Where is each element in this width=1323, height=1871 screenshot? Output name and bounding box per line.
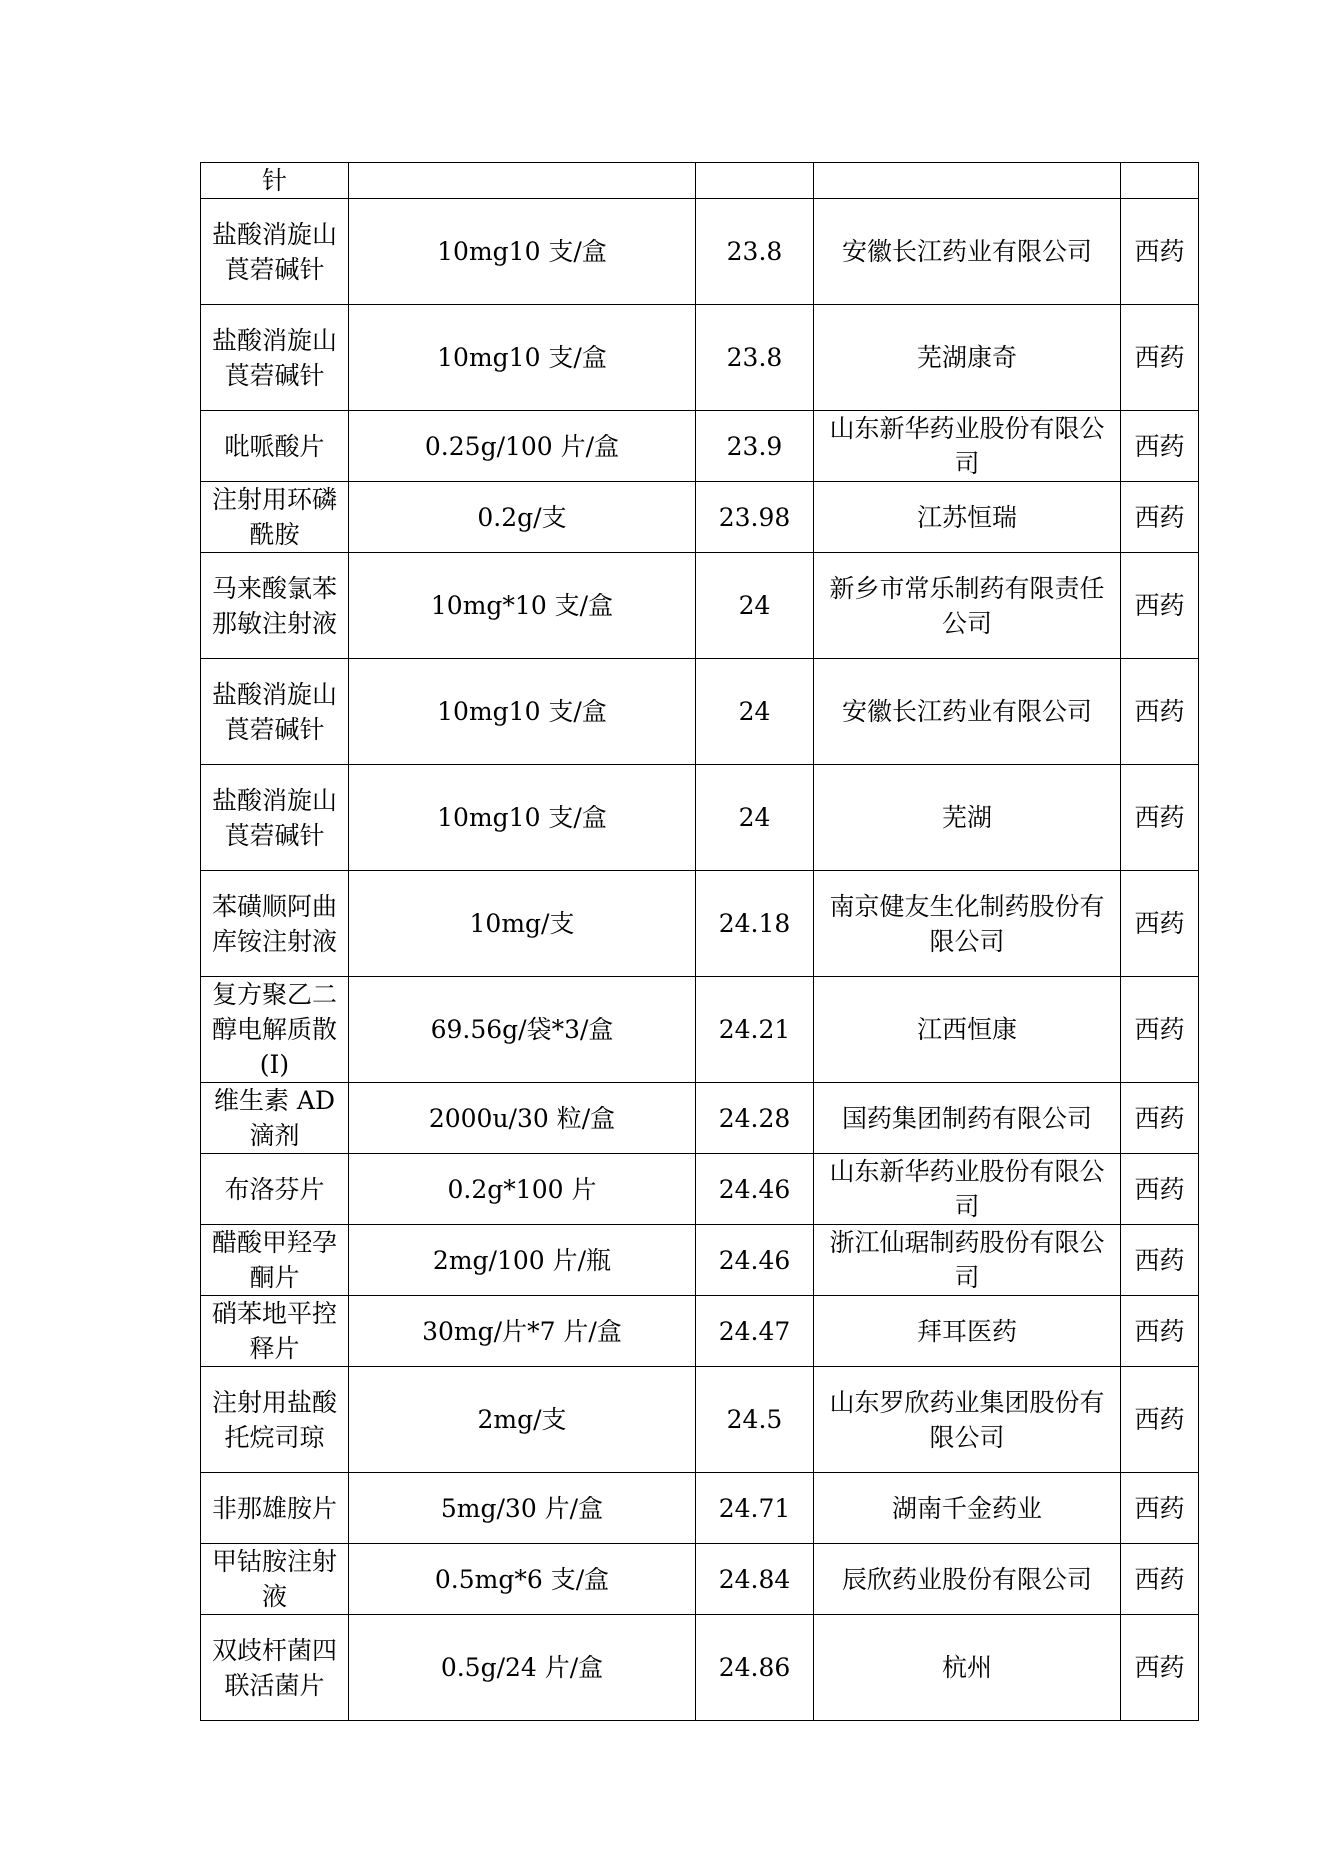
drug-name-cell: 盐酸消旋山莨菪碱针 [201,765,349,871]
spec-cell: 0.5g/24 片/盒 [349,1615,696,1721]
drug-name-cell: 盐酸消旋山莨菪碱针 [201,199,349,305]
spec-cell: 10mg10 支/盒 [349,305,696,411]
drug-name-cell: 复方聚乙二醇电解质散(I) [201,977,349,1083]
manufacturer-cell [814,163,1121,199]
drug-name-cell: 硝苯地平控释片 [201,1296,349,1367]
spec-cell: 10mg10 支/盒 [349,765,696,871]
price-cell: 24 [696,659,814,765]
price-cell: 24.21 [696,977,814,1083]
manufacturer-cell: 芜湖 [814,765,1121,871]
drug-name-cell: 布洛芬片 [201,1154,349,1225]
spec-cell [349,163,696,199]
type-cell: 西药 [1121,411,1199,482]
price-cell: 24.47 [696,1296,814,1367]
price-cell: 24.46 [696,1225,814,1296]
price-cell: 23.9 [696,411,814,482]
table-row [201,871,1199,977]
price-cell: 24.18 [696,871,814,977]
drug-name-cell: 双歧杆菌四联活菌片 [201,1615,349,1721]
type-cell: 西药 [1121,977,1199,1083]
manufacturer-cell: 江西恒康 [814,977,1121,1083]
type-cell: 西药 [1121,1083,1199,1154]
table-row [201,1544,1199,1615]
price-cell: 24.84 [696,1544,814,1615]
table-row [201,1367,1199,1473]
manufacturer-cell: 江苏恒瑞 [814,482,1121,553]
manufacturer-cell: 杭州 [814,1615,1121,1721]
table-row [201,411,1199,482]
table-row [201,1225,1199,1296]
type-cell: 西药 [1121,1154,1199,1225]
table-row [201,305,1199,411]
manufacturer-cell: 芜湖康奇 [814,305,1121,411]
manufacturer-cell: 山东罗欣药业集团股份有限公司 [814,1367,1121,1473]
price-cell: 23.8 [696,199,814,305]
drug-name-cell: 注射用环磷酰胺 [201,482,349,553]
table-row [201,163,1199,199]
table-row [201,659,1199,765]
spec-cell: 2000u/30 粒/盒 [349,1083,696,1154]
type-cell: 西药 [1121,305,1199,411]
spec-cell: 10mg/支 [349,871,696,977]
drug-name-cell: 吡哌酸片 [201,411,349,482]
price-cell: 23.98 [696,482,814,553]
type-cell: 西药 [1121,871,1199,977]
drug-name-cell: 维生素 AD 滴剂 [201,1083,349,1154]
drug-name-cell: 甲钴胺注射液 [201,1544,349,1615]
price-cell: 24.5 [696,1367,814,1473]
type-cell: 西药 [1121,1615,1199,1721]
drug-name-cell: 注射用盐酸托烷司琼 [201,1367,349,1473]
spec-cell: 0.2g/支 [349,482,696,553]
type-cell [1121,163,1199,199]
drug-name-cell: 盐酸消旋山莨菪碱针 [201,659,349,765]
price-cell: 24.71 [696,1473,814,1544]
table-row [201,1083,1199,1154]
type-cell: 西药 [1121,1296,1199,1367]
price-cell: 24.28 [696,1083,814,1154]
type-cell: 西药 [1121,1473,1199,1544]
type-cell: 西药 [1121,1367,1199,1473]
manufacturer-cell: 辰欣药业股份有限公司 [814,1544,1121,1615]
spec-cell: 10mg*10 支/盒 [349,553,696,659]
manufacturer-cell: 国药集团制药有限公司 [814,1083,1121,1154]
table-row [201,553,1199,659]
price-cell [696,163,814,199]
price-cell: 24.86 [696,1615,814,1721]
table-row [201,1154,1199,1225]
manufacturer-cell: 安徽长江药业有限公司 [814,199,1121,305]
table-row [201,1296,1199,1367]
type-cell: 西药 [1121,199,1199,305]
manufacturer-cell: 南京健友生化制药股份有限公司 [814,871,1121,977]
price-cell: 24.46 [696,1154,814,1225]
manufacturer-cell: 浙江仙琚制药股份有限公司 [814,1225,1121,1296]
drug-name-cell: 针 [201,163,349,199]
manufacturer-cell: 安徽长江药业有限公司 [814,659,1121,765]
price-cell: 23.8 [696,305,814,411]
type-cell: 西药 [1121,1544,1199,1615]
type-cell: 西药 [1121,482,1199,553]
table-row [201,1615,1199,1721]
type-cell: 西药 [1121,553,1199,659]
table-row [201,199,1199,305]
spec-cell: 10mg10 支/盒 [349,659,696,765]
drug-name-cell: 马来酸氯苯那敏注射液 [201,553,349,659]
price-cell: 24 [696,553,814,659]
spec-cell: 0.2g*100 片 [349,1154,696,1225]
drug-name-cell: 醋酸甲羟孕酮片 [201,1225,349,1296]
manufacturer-cell: 拜耳医药 [814,1296,1121,1367]
type-cell: 西药 [1121,1225,1199,1296]
spec-cell: 10mg10 支/盒 [349,199,696,305]
price-cell: 24 [696,765,814,871]
spec-cell: 0.5mg*6 支/盒 [349,1544,696,1615]
manufacturer-cell: 山东新华药业股份有限公司 [814,1154,1121,1225]
manufacturer-cell: 湖南千金药业 [814,1473,1121,1544]
spec-cell: 30mg/片*7 片/盒 [349,1296,696,1367]
spec-cell: 5mg/30 片/盒 [349,1473,696,1544]
drug-name-cell: 盐酸消旋山莨菪碱针 [201,305,349,411]
table-row [201,765,1199,871]
spec-cell: 2mg/100 片/瓶 [349,1225,696,1296]
spec-cell: 0.25g/100 片/盒 [349,411,696,482]
spec-cell: 2mg/支 [349,1367,696,1473]
spec-cell: 69.56g/袋*3/盒 [349,977,696,1083]
drug-name-cell: 非那雄胺片 [201,1473,349,1544]
type-cell: 西药 [1121,765,1199,871]
manufacturer-cell: 山东新华药业股份有限公司 [814,411,1121,482]
drug-price-table [200,162,1199,1721]
type-cell: 西药 [1121,659,1199,765]
table-row [201,977,1199,1083]
table-row [201,1473,1199,1544]
manufacturer-cell: 新乡市常乐制药有限责任公司 [814,553,1121,659]
drug-name-cell: 苯磺顺阿曲库铵注射液 [201,871,349,977]
table-row [201,482,1199,553]
